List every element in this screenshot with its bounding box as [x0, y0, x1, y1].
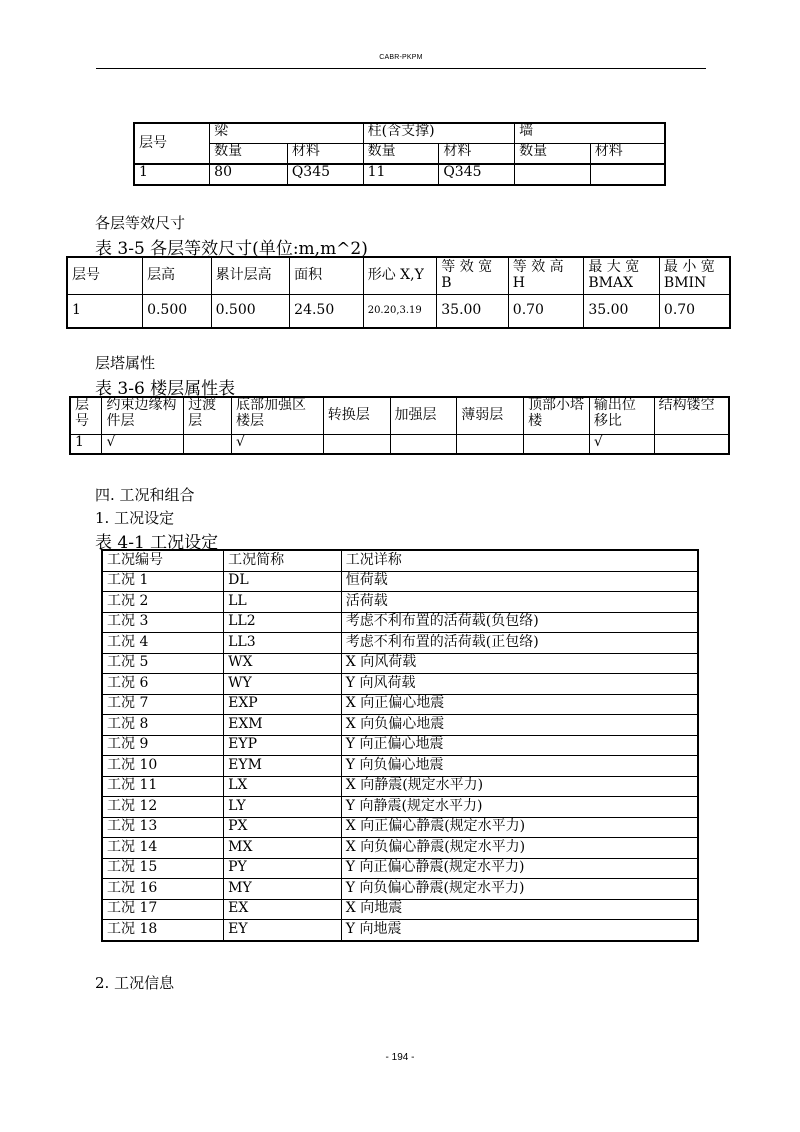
table-cell: Y 向正偏心静震(规定水平力): [341, 858, 698, 879]
section-heading: 四. 工况和组合: [95, 486, 195, 504]
table-cell: X 向正偏心地震: [341, 694, 698, 715]
table-cell: Y 向风荷载: [341, 674, 698, 695]
table-cell: DL: [224, 571, 342, 592]
check-mark: √: [232, 435, 324, 455]
header-rule: [96, 68, 706, 69]
table-cell: X 向负偏心静震(规定水平力): [341, 838, 698, 859]
t1-header-wall: 墙: [515, 123, 665, 144]
table-cell: LL2: [224, 612, 342, 633]
table-cell: Q345: [287, 164, 363, 185]
table-cell: [654, 435, 729, 455]
table-cell: 24.50: [290, 295, 364, 329]
table-row: [134, 164, 665, 185]
section-heading: 各层等效尺寸: [95, 214, 186, 232]
table-row: [102, 920, 698, 941]
t1-sub-material: 材料: [590, 144, 665, 165]
section-heading: 层塔属性: [95, 354, 156, 372]
table-cell: 工况 7: [102, 694, 224, 715]
table-cell: X 向正偏心静震(规定水平力): [341, 817, 698, 838]
table-cell: 0.500: [143, 295, 212, 329]
table-cell: [515, 164, 591, 185]
table-cell: 11: [363, 164, 439, 185]
table-row: [102, 571, 698, 592]
table-cell: EX: [224, 899, 342, 920]
table-cell: 工况 2: [102, 592, 224, 613]
t4-header: 工况详称: [341, 550, 698, 571]
table-cell: EXM: [224, 715, 342, 736]
table-cell: 工况 11: [102, 776, 224, 797]
table-cell: LY: [224, 797, 342, 818]
load-case-table: [101, 549, 699, 942]
table-cell: PY: [224, 858, 342, 879]
table-row: [102, 797, 698, 818]
table-row: [102, 592, 698, 613]
table-cell: 1: [134, 164, 210, 185]
table-row: [102, 653, 698, 674]
page-header: CABR-PKPM: [379, 54, 423, 61]
table-cell: LL: [224, 592, 342, 613]
check-mark: √: [589, 435, 654, 455]
t1-sub-count: 数量: [515, 144, 591, 165]
table-cell: 35.00: [437, 295, 509, 329]
t2-header: 等 效 高 H: [508, 257, 584, 295]
table-cell: Y 向正偏心地震: [341, 735, 698, 756]
t2-header: 等 效 宽 B: [437, 257, 509, 295]
table-cell: [184, 435, 232, 455]
table-cell: MY: [224, 879, 342, 900]
t3-header: 输出位移比: [589, 397, 654, 435]
table-cell: EYM: [224, 756, 342, 777]
table-cell: 0.70: [508, 295, 584, 329]
table-cell: 工况 15: [102, 858, 224, 879]
equivalent-size-table: [66, 256, 731, 329]
table-cell: 工况 17: [102, 899, 224, 920]
t4-header: 工况编号: [102, 550, 224, 571]
table-row: [102, 858, 698, 879]
t3-header: 转换层: [323, 397, 390, 435]
table-row: [102, 817, 698, 838]
t2-header: 最 小 宽 BMIN: [659, 257, 730, 295]
table-cell: 工况 1: [102, 571, 224, 592]
table-cell: 工况 13: [102, 817, 224, 838]
t1-header-column: 柱(含支撑): [363, 123, 515, 144]
table-cell: WX: [224, 653, 342, 674]
table-cell: Y 向静震(规定水平力): [341, 797, 698, 818]
table-cell: Y 向负偏心地震: [341, 756, 698, 777]
table-cell: PX: [224, 817, 342, 838]
table-cell: 工况 6: [102, 674, 224, 695]
table-cell: Y 向地震: [341, 920, 698, 941]
table-row: [70, 435, 729, 455]
t3-header: 顶部小塔楼: [524, 397, 590, 435]
table-row: [102, 838, 698, 859]
t2-header: 形心 X,Y: [363, 257, 437, 295]
table-row: [102, 694, 698, 715]
table-cell: EYP: [224, 735, 342, 756]
check-mark: √: [102, 435, 184, 455]
table-cell: X 向地震: [341, 899, 698, 920]
table-cell: 恒荷载: [341, 571, 698, 592]
table-cell: 工况 5: [102, 653, 224, 674]
t3-header: 薄弱层: [457, 397, 524, 435]
t1-header-beam: 梁: [210, 123, 363, 144]
table-row: [102, 612, 698, 633]
table-cell: Y 向负偏心静震(规定水平力): [341, 879, 698, 900]
table-row: [102, 633, 698, 654]
t1-sub-material: 材料: [287, 144, 363, 165]
table-cell: [524, 435, 590, 455]
table-cell: WY: [224, 674, 342, 695]
table-row: [102, 735, 698, 756]
table-cell: LL3: [224, 633, 342, 654]
table-row: [67, 295, 730, 329]
t2-header: 累计层高: [211, 257, 290, 295]
table-cell: 考虑不利布置的活荷载(负包络): [341, 612, 698, 633]
table-cell: 工况 10: [102, 756, 224, 777]
t3-header: 结构镂空: [654, 397, 729, 435]
member-count-table: [133, 122, 666, 186]
subsection-heading: 1. 工况设定: [95, 509, 175, 527]
table-cell: X 向风荷载: [341, 653, 698, 674]
table-cell: 工况 4: [102, 633, 224, 654]
table-cell: LX: [224, 776, 342, 797]
table-cell: [457, 435, 524, 455]
table-cell: 活荷载: [341, 592, 698, 613]
table-cell: 20.20,3.19: [363, 295, 437, 329]
subsection-heading: 2. 工况信息: [95, 974, 175, 992]
t3-header: 底部加强区楼层: [232, 397, 324, 435]
table-caption: 表 3-6 楼层属性表: [95, 379, 236, 399]
table-cell: [390, 435, 457, 455]
table-cell: 工况 8: [102, 715, 224, 736]
table-cell: 工况 3: [102, 612, 224, 633]
t2-header: 层号: [67, 257, 143, 295]
table-cell: MX: [224, 838, 342, 859]
t3-header: 层号: [70, 397, 102, 435]
table-cell: 工况 9: [102, 735, 224, 756]
table-cell: 0.500: [211, 295, 290, 329]
floor-property-table: [69, 396, 730, 455]
table-cell: 工况 18: [102, 920, 224, 941]
table-cell: 0.70: [659, 295, 730, 329]
table-cell: 1: [70, 435, 102, 455]
table-cell: EXP: [224, 694, 342, 715]
t1-sub-material: 材料: [439, 144, 515, 165]
table-cell: 80: [210, 164, 288, 185]
table-row: [102, 899, 698, 920]
t1-header-floor: 层号: [134, 123, 210, 164]
table-cell: [323, 435, 390, 455]
table-cell: EY: [224, 920, 342, 941]
t3-header: 约束边缘构件层: [102, 397, 184, 435]
table-row: [102, 879, 698, 900]
table-cell: 35.00: [584, 295, 660, 329]
table-cell: X 向负偏心地震: [341, 715, 698, 736]
table-cell: 1: [67, 295, 143, 329]
t2-header: 层高: [143, 257, 212, 295]
t3-header: 加强层: [390, 397, 457, 435]
table-cell: 工况 14: [102, 838, 224, 859]
table-cell: 工况 16: [102, 879, 224, 900]
table-cell: 考虑不利布置的活荷载(正包络): [341, 633, 698, 654]
t2-header: 面积: [290, 257, 364, 295]
table-cell: 工况 12: [102, 797, 224, 818]
table-cell: X 向静震(规定水平力): [341, 776, 698, 797]
page-number: - 194 -: [385, 1052, 415, 1063]
t1-sub-count: 数量: [210, 144, 288, 165]
table-row: [102, 674, 698, 695]
t1-sub-count: 数量: [363, 144, 439, 165]
t4-header: 工况简称: [224, 550, 342, 571]
t3-header: 过渡层: [184, 397, 232, 435]
table-caption: 表 4-1 工况设定: [95, 533, 219, 553]
table-row: [102, 715, 698, 736]
table-cell: [590, 164, 665, 185]
table-row: [102, 776, 698, 797]
table-caption: 表 3-5 各层等效尺寸(单位:m,m^2): [95, 239, 368, 259]
table-row: [102, 756, 698, 777]
t2-header: 最 大 宽 BMAX: [584, 257, 660, 295]
table-cell: Q345: [439, 164, 515, 185]
